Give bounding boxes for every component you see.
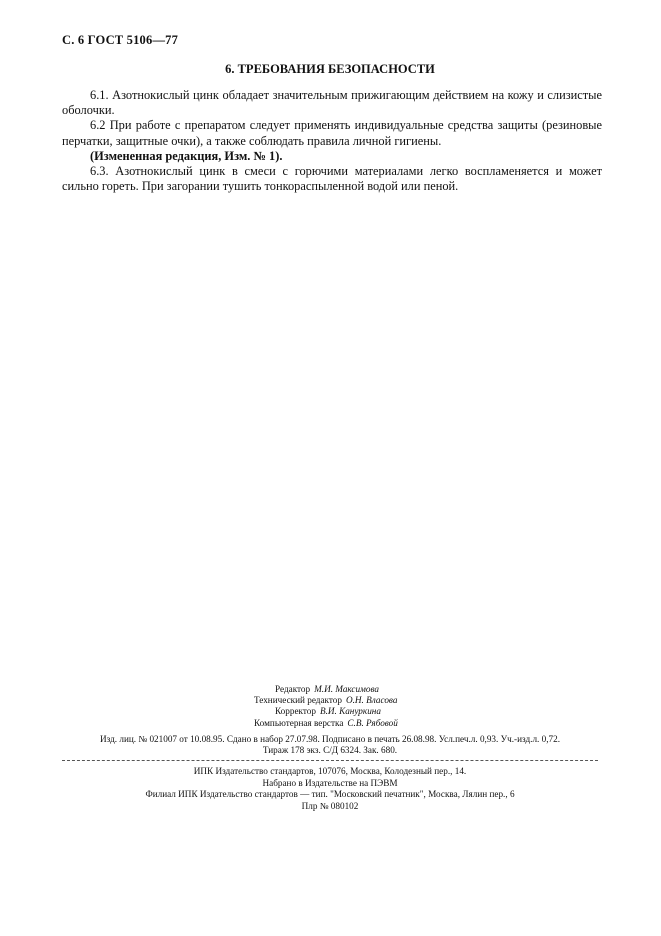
divider (62, 760, 598, 761)
paragraph-6-1: 6.1. Азотнокислый цинк обладает значительным прижигающим действием на кожу и слизистые оболочки. (62, 88, 602, 118)
print-imprint (62, 734, 598, 757)
credit-name: О.Н. Власова (345, 695, 398, 706)
credit-name: С.В. Рябовой (347, 717, 398, 728)
credit-technical-editor (250, 695, 470, 706)
credit-layout (250, 718, 470, 729)
section-title: 6. ТРЕБОВАНИЯ БЕЗОПАСНОСТИ (225, 62, 435, 76)
editorial-credits (250, 684, 470, 729)
credit-role: Корректор (275, 706, 316, 717)
credit-name: М.И. Максимова (314, 684, 380, 694)
credit-proofreader (250, 706, 470, 717)
publisher-line: Набрано в Издательстве на ПЭВМ (262, 777, 398, 788)
imprint-line: Изд. лиц. № 021007 от 10.08.95. Сдано в набор 27.07.98. Подписано в печать 26.08.98. Усл.печ.л. 0,93. Уч.-изд.л. 0,72. (100, 734, 560, 744)
credit-role: Редактор (275, 684, 311, 694)
credit-editor (250, 684, 470, 695)
credit-role: Компьютерная верстка (254, 717, 344, 728)
publisher-info (62, 766, 598, 812)
paragraph-6-3: 6.3. Азотнокислый цинк в смеси с горючими материалами легко воспламеняется и может сильно гореть. При загорании тушить тонкораспыленной водой или пеной. (62, 164, 602, 194)
page-header: С. 6 ГОСТ 5106—77 (62, 33, 179, 47)
credit-role: Технический редактор (254, 695, 342, 706)
paragraph-6-2: 6.2 При работе с препаратом следует применять индивидуальные средства защиты (резиновые перчатки, защитные очки), а также соблюдать правила личной гигиены. (62, 118, 602, 148)
publisher-line: Филиал ИПК Издательство стандартов — тип. "Московский печатник", Москва, Лялин пер., 6 (145, 789, 515, 800)
publisher-line: Плр № 080102 (301, 800, 359, 811)
credit-name: В.И. Кануркина (319, 706, 381, 717)
amendment-note: (Измененная редакция, Изм. № 1). (90, 148, 283, 163)
publisher-line: ИПК Издательство стандартов, 107076, Москва, Колодезный пер., 14. (193, 766, 467, 776)
imprint-line: Тираж 178 экз. С/Д 6324. Зак. 680. (262, 745, 398, 756)
section-body (62, 88, 602, 194)
